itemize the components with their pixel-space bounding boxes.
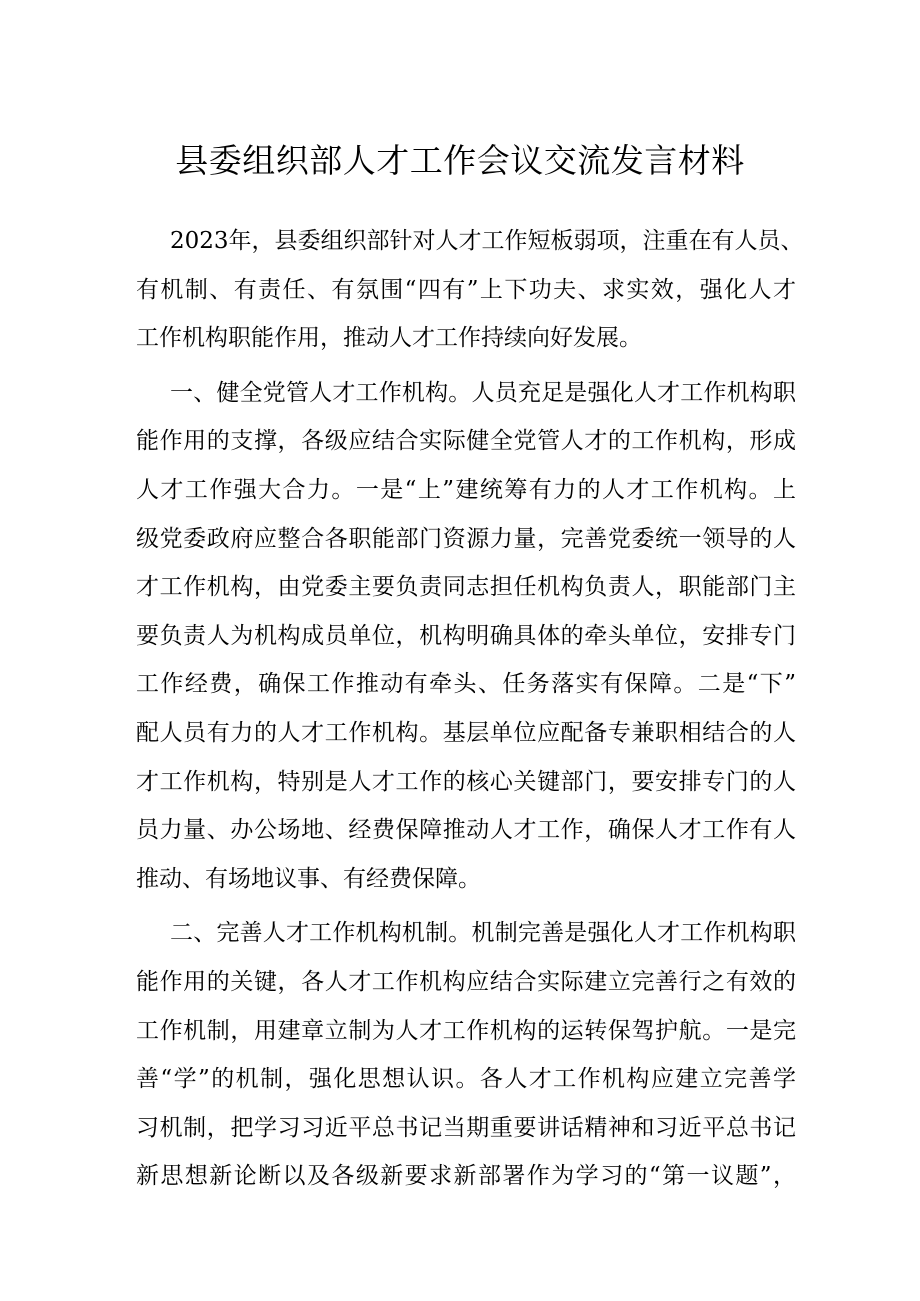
text-line: 工作经费，确保工作推动有牵头、任务落实有保障。二是“下” (136, 671, 796, 698)
text-line: 要负责人为机构成员单位，机构明确具体的牵头单位，安排专门 (136, 622, 796, 649)
text-line: 级党委政府应整合各职能部门资源力量，完善党委统一领导的人 (136, 525, 796, 552)
text-line: 才工作机构，由党委主要负责同志担任机构负责人，职能部门主 (136, 574, 796, 601)
document-body (136, 217, 804, 1207)
text-line: 新思想新论断以及各级新要求新部署作为学习的“第一议题”， (136, 1163, 796, 1190)
text-line: 善“学”的机制，强化思想认识。各人才工作机构应建立完善学 (136, 1066, 796, 1093)
text-line: 2023年，县委组织部针对人才工作短板弱项，注重在有人员、 (170, 228, 804, 254)
paragraph-section-two (136, 909, 796, 1201)
text-line: 一、健全党管人才工作机构。人员充足是强化人才工作机构职 (170, 379, 796, 406)
paragraph-intro (136, 217, 804, 363)
text-line: 才工作机构，特别是人才工作的核心关键部门，要安排专门的人 (136, 768, 796, 795)
text-line: 能作用的关键，各人才工作机构应结合实际建立完善行之有效的 (136, 968, 796, 995)
text-line: 工作机构职能作用，推动人才工作持续向好发展。 (136, 325, 642, 352)
text-line: 能作用的支撑，各级应结合实际健全党管人才的工作机构，形成 (136, 428, 796, 455)
text-line: 工作机制，用建章立制为人才工作机构的运转保驾护航。一是完 (136, 1017, 796, 1044)
text-line: 二、完善人才工作机构机制。机制完善是强化人才工作机构职 (170, 920, 796, 947)
paragraph-section-one (136, 369, 796, 904)
text-line: 推动、有场地议事、有经费保障。 (136, 865, 481, 892)
text-line: 员力量、办公场地、经费保障推动人才工作，确保人才工作有人 (136, 817, 796, 844)
document-title: 县委组织部人才工作会议交流发言材料 (175, 141, 745, 180)
text-line: 有机制、有责任、有氛围“四有”上下功夫、求实效，强化人才 (136, 276, 796, 303)
text-line: 人才工作强大合力。一是“上”建统筹有力的人才工作机构。上 (136, 476, 796, 503)
text-line: 习机制，把学习习近平总书记当期重要讲话精神和习近平总书记 (136, 1114, 796, 1141)
text-line: 配人员有力的人才工作机构。基层单位应配备专兼职相结合的人 (136, 719, 796, 746)
